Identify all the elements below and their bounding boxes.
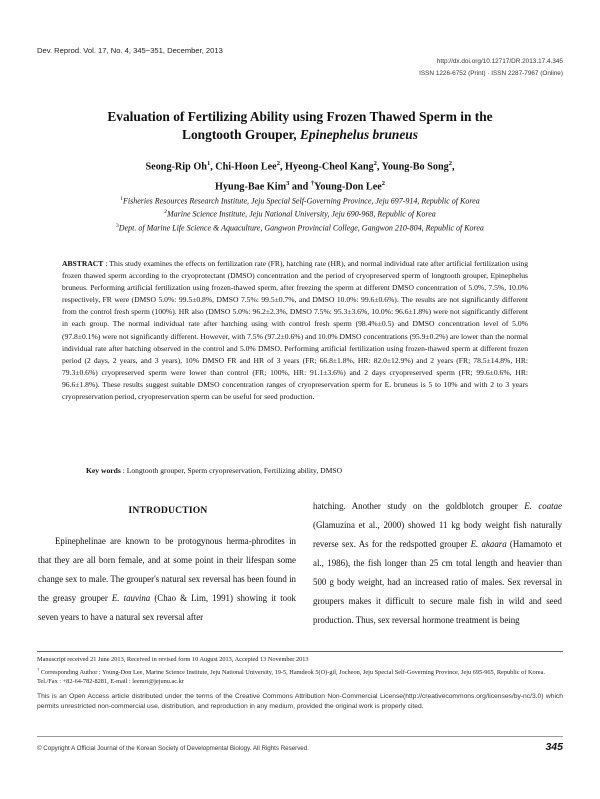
keywords — [86, 466, 342, 475]
footnote-divider — [37, 651, 563, 652]
abstract-text: : This study examines the effects on fertilization rate (FR), hatching rate (HR), and normal individual rate after artificial fertilization using frozen thawed sperm according to the cryoprotectant (DMSO) concentration and the period of cryopreserved sperm of longtooth grouper, Epinephelus bruneus. Performing artificial fertilization using frozen-thawed sperm, after freezing the sperm at different DMSO concentration of 5.0%, 7.5%, 10.0% respectively, FR were (DMSO 5.0%: 99.5±0.8%, DMSO 7.5%: 99.5±0.7%, and DMSO 10.0%: 99.6±0.6%). The results are not significantly different from the control fresh sperm (100%). HR also (DMSO 5.0%: 96.2±2.3%, DMSO 7.5%: 95.3±3.6%, 10.0%: 96.6±1.8%) were not significantly different in each group. The normal individual rate after hatching using with control fresh sperm (98.4%±0.5) and DMSO concentration level of 5.0% (97.8±0.1%) were not significantly different. However, with 7.5% (97.2±0.6%) and 10.0% DMSO concentrations (95.9±0.2%) are lower than the normal individual rate after hatching observed in the control and 5.0% DMSO. Performing artificial fertilization using frozen-thawed sperm at different frozen period (2 days, 2 years, and 3 years), 10% DMSO FR and HR of 3 years (FR; 66.8±1.8%, HR: 82.0±12.9%) and 2 years (FR; 78.5±14.8%, HR: 79.3±0.6%) cryopreserved sperm were lower than control (FR; 100%, HR: 91.1±3.6%) and 2 days cryopreserved sperm (FR; 99.6±0.6%, HR: 96.6±1.8%). These results suggest suitable DMSO concentration ranges of cryopreservation sperm for E. bruneus is 5 to 10% and with 2 to 3 years cryopreservation period, cryopreservation sperm can be useful for seed production. — [62, 259, 528, 402]
author-name: Young-Don Lee — [314, 181, 382, 193]
author-line-2: Hyung-Bae Kim$^3$ and †Young-Don Lee$^2$ — [215, 180, 385, 193]
intro-paragraph-right: hatching. Another study on the goldblotch grouper E. coatae (Glamuzina et al., 2000) showed 11 kg body weight fish naturally reverse sex. As for the redspotted grouper E. akaara (Hamamoto et al., 1986), the fish longer than 25 cm total length and heavier than 500 g body weight, had an increased ratio of males. Sex reversal in groupers makes it difficult to secure male fish in wild and seed production. Thus, sex reversal hormone treatment is being — [313, 501, 562, 625]
keywords-text: : Longtooth grouper, Sperm cryopreservation, Fertilizing ability, DMSO — [120, 466, 343, 475]
page-number: 345 — [545, 741, 563, 753]
body-column-right — [313, 497, 562, 630]
paper-title — [40, 108, 560, 143]
doi-link[interactable]: http://dx.doi.org/10.12717/DR.2013.17.4.345 — [436, 58, 563, 65]
footnote-open-access: This is an Open Access article distributed under the terms of the Creative Commons Attribution Non-Commercial License(http://creativecommons.org/licenses/by-nc/3.0) which permits unrestricted non-commercial use, distribution, and reproduction in any medium, provided the original work is properly cited. — [37, 693, 563, 710]
author-line-1: Seong-Rip Oh$^1$, Chi-Hoon Lee$^2$, Hyeong-Cheol Kang$^2$, Young-Bo Song$^2$, — [145, 160, 455, 173]
author-name: Hyung-Bae Kim — [215, 181, 287, 193]
corresponding-mark: † — [310, 180, 315, 188]
species-name: E. tauvina — [111, 593, 151, 603]
affiliation-3: $^3$Dept. of Marine Life Science & Aquaculture, Gangwon Provincial College, Gangwon 210-804, Republic of Korea — [116, 223, 484, 233]
section-heading-introduction: INTRODUCTION — [128, 505, 208, 516]
journal-citation: Dev. Reprod. Vol. 17, No. 4, 345~351, December, 2013 — [37, 46, 223, 55]
issn-line: ISSN 1226-6752 (Print) · ISSN 2287-7967 (Online) — [419, 70, 563, 77]
footnote-received: Manuscript received 21 June 2013, Received in revised form 10 August 2013, Accepted 13 November 2013 — [37, 656, 309, 663]
title-line-1: Evaluation of Fertilizing Ability using Frozen Thawed Sperm in the — [107, 109, 493, 124]
title-line-2: Longtooth Grouper, — [182, 126, 300, 142]
author-list — [40, 155, 560, 196]
keywords-label: Key words — [86, 466, 121, 475]
affiliation-1: $^1$Fisheries Resources Research Institute, Jeju Special Self-Governing Province, Jeju 697-914, Republic of Korea — [120, 196, 480, 206]
author-name: Young-Bo Song — [381, 161, 449, 173]
copyright-notice: © Copyright A Official Journal of the Korean Society of Developmental Biology. All Rights Reserved. — [37, 745, 309, 752]
author-name: Hyeong-Cheol Kang — [285, 161, 374, 173]
affiliation-2: $^2$Marine Science Institute, Jeju National University, Jeju 690-968, Republic of Korea — [164, 209, 436, 219]
footnote-corresponding: † Corresponding Author : Young-Don Lee, Marine Science Institute, Jeju National University, 19-5, Hamdeok 5(O)-gil, Jocheon, Jeju Special Self-Governing Province, Jeju 695-965, Republic of Korea. Tel./Fax : +82-64-782-8281, E-mail : leemri@jejunu.ac.kr — [37, 667, 545, 686]
author-affiliation-mark: 2 — [381, 180, 385, 188]
author-affiliation-mark: 2 — [276, 160, 280, 167]
intro-paragraph-left: Epinephelinae are known to be protogynous herma-phrodites in that they are all born female, and at some point in their lifespan some change sex to male. The grouper's natural sex reversal has been found in the greasy grouper E. tauvina (Chao & Lim, 1991) showing it took seven years to have a natural sex reversal after — [38, 536, 296, 622]
species-name: E. akaara — [470, 539, 507, 549]
author-name: Chi-Hoon Lee — [215, 161, 277, 173]
body-column-left — [38, 532, 296, 627]
abstract — [62, 258, 528, 403]
author-name: Seong-Rip Oh — [145, 161, 207, 173]
title-species: Epinephelus bruneus — [299, 126, 418, 142]
author-affiliation-mark: 2 — [373, 160, 377, 167]
footer-divider — [37, 736, 563, 737]
author-affiliation-mark: 2 — [448, 160, 452, 167]
author-affiliation-mark: 3 — [286, 180, 290, 188]
abstract-label: ABSTRACT — [62, 259, 104, 268]
author-affiliation-mark: 1 — [206, 160, 211, 167]
species-name: E. coatae — [524, 501, 562, 511]
